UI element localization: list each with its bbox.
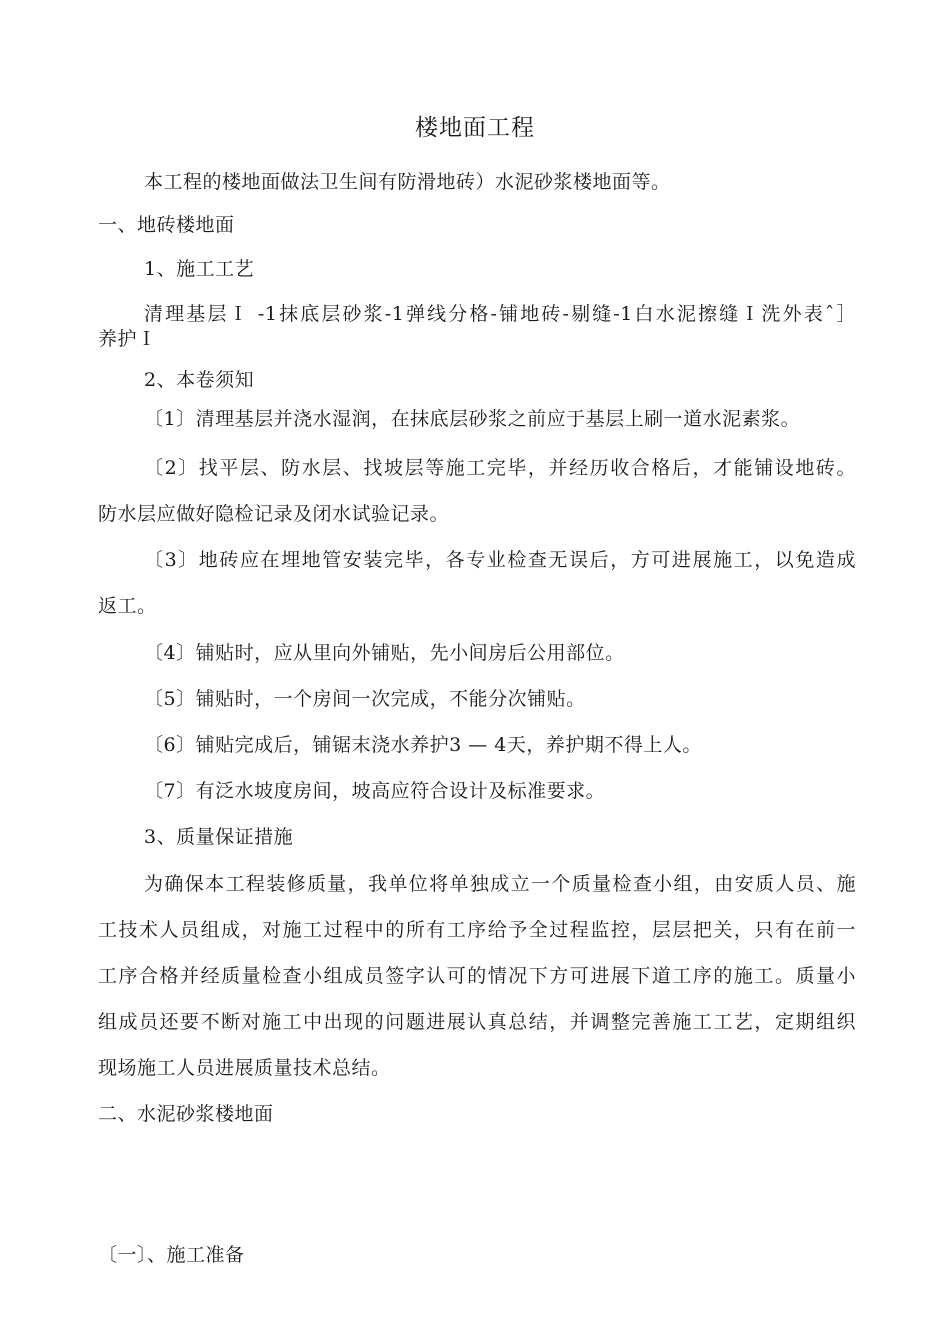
quality-paragraph-line5: 现场施工人员进展质量技术总结。	[98, 1057, 391, 1079]
subheading-construction-process: 1、施工工艺	[144, 258, 255, 280]
quality-paragraph-line3: 工序合格并经质量检查小组成员签字认可的情况下方可进展下道工序的施工。质量小	[98, 965, 856, 987]
section-heading-tile-floor: 一、地砖楼地面	[98, 214, 235, 236]
process-text-line1: 清理基层Ｉ -1抹底层砂浆-1弹线分格-铺地砖-剔缝-1白水泥擦缝Ｉ洗外表ˆ］	[144, 303, 856, 325]
quality-paragraph-line1: 为确保本工程装修质量，我单位将单独成立一个质量检查小组，由安质人员、施	[144, 873, 856, 895]
note-5: 〔5〕铺贴时，一个房间一次完成，不能分次铺贴。	[144, 688, 586, 710]
subheading-construction-preparation: 〔一〕、施工准备	[98, 1244, 245, 1266]
note-6: 〔6〕铺贴完成后，铺锯末浇水养护3 — 4天，养护期不得上人。	[144, 734, 702, 756]
quality-paragraph-line2: 工技术人员组成，对施工过程中的所有工序给予全过程监控，层层把关，只有在前一	[98, 919, 856, 941]
subheading-notes: 2、本卷须知	[144, 369, 255, 391]
note-7: 〔7〕有泛水坡度房间，坡高应符合设计及标准要求。	[144, 780, 606, 802]
process-text-line2: 养护Ｉ	[98, 328, 157, 350]
intro-paragraph: 本工程的楼地面做法卫生间有防滑地砖）水泥砂浆楼地面等。	[144, 171, 671, 193]
section-heading-cement-mortar-floor: 二、水泥砂浆楼地面	[98, 1103, 274, 1125]
note-1: 〔1〕清理基层并浇水湿润，在抹底层砂浆之前应于基层上刷一道水泥素浆。	[144, 408, 801, 430]
note-2-line1: 〔2〕找平层、防水层、找坡层等施工完毕，并经历收合格后，才能铺设地砖。	[144, 457, 856, 479]
quality-paragraph-line4: 组成员还要不断对施工中出现的问题进展认真总结，并调整完善施工工艺，定期组织	[98, 1011, 856, 1033]
note-4: 〔4〕铺贴时，应从里向外铺贴，先小间房后公用部位。	[144, 642, 625, 664]
note-3-line2: 返工。	[98, 595, 157, 617]
subheading-quality-measures: 3、质量保证措施	[144, 826, 294, 848]
document-title: 楼地面工程	[415, 115, 535, 141]
note-2-line2: 防水层应做好隐检记录及闭水试验记录。	[98, 503, 450, 525]
note-3-line1: 〔3〕地砖应在埋地管安装完毕，各专业检查无误后，方可进展施工，以免造成	[144, 549, 856, 571]
